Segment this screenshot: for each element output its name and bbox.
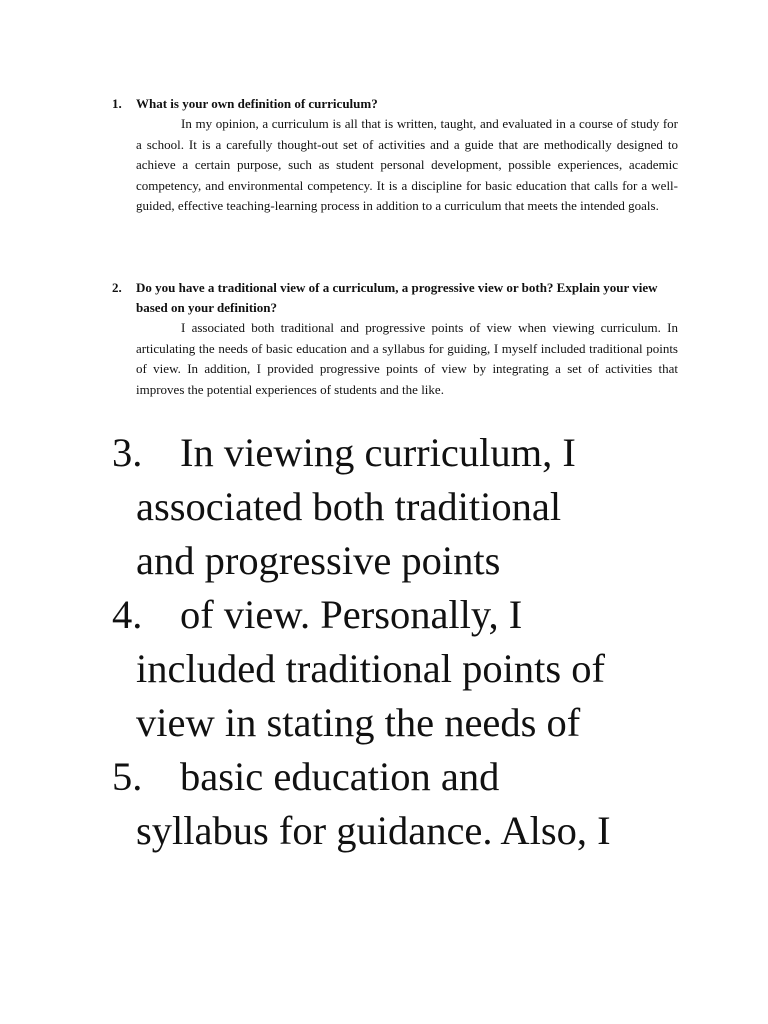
large-item-5-line-1: basic education and [180,754,500,799]
large-item-3 [112,426,752,588]
large-item-4-line-2: included traditional points of [136,646,606,691]
question-1-heading [112,94,678,114]
large-item-3-line-2: associated both traditional [136,484,562,529]
question-2-text: Do you have a traditional view of a curriculum, a progressive view or both? Explain your view based on your definition? [136,280,658,315]
large-item-4 [112,588,752,750]
answer-2-paragraph: I associated both traditional and progressive points of view when viewing curriculum. In articulating the needs of basic education and a syllabus for guiding, I myself included traditional points of view. In addition, I provided progressive points of view by integrating a set of activities that improves the potential experiences of students and the like. [136,320,678,397]
question-1-number: 1. [112,96,122,111]
answer-1-paragraph: In my opinion, a curriculum is all that is written, taught, and evaluated in a course of study for a school. It is a carefully thought-out set of activities and a guide that are methodically designed to achieve a certain purpose, such as student personal development, possible experiences, academic competency, and environmental competency. It is a discipline for basic education that calls for a well-guided, effective teaching-learning process in addition to a curriculum that meets the intended goals. [136,116,678,213]
large-item-3-line-3: and progressive points [136,538,501,583]
question-1-block [112,94,678,217]
large-item-5-line-2: syllabus for guidance. Also, I [136,808,611,853]
large-item-4-line-1: of view. Personally, I [180,592,523,637]
large-item-3-line-1: In viewing curriculum, I [180,430,576,475]
large-item-3-number: 3. [112,430,143,475]
question-2-heading [112,278,678,318]
question-1-text: What is your own definition of curriculum? [136,96,378,111]
question-2-block [112,278,678,400]
large-item-4-line-3: view in stating the needs of [136,700,581,745]
large-text-list [112,426,752,858]
large-item-5 [112,750,752,858]
large-item-4-number: 4. [112,592,143,637]
question-2-number: 2. [112,280,122,295]
large-item-5-number: 5. [112,754,143,799]
